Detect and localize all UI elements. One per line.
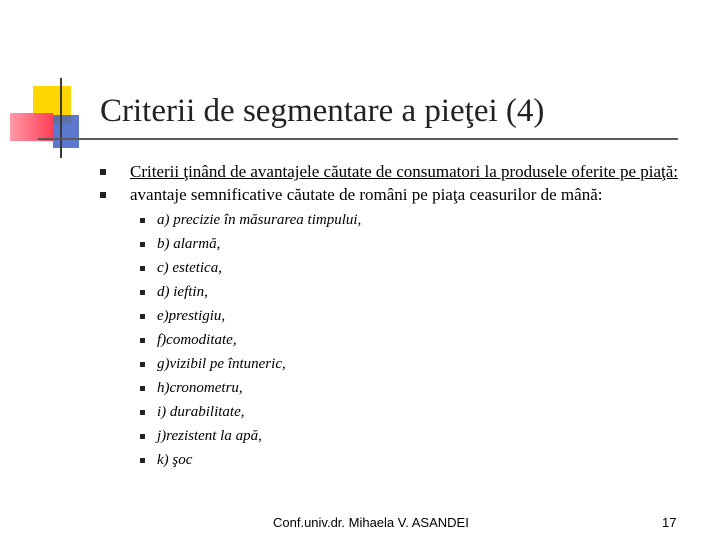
decor-vertical-line — [60, 78, 62, 158]
title-divider-line — [38, 138, 678, 140]
decor-blue-square — [53, 115, 79, 148]
list-item: j)rezistent la apă, — [100, 424, 700, 448]
square-bullet-icon — [140, 338, 145, 343]
list-item: i) durabilitate, — [100, 400, 700, 424]
list-item: f)comoditate, — [100, 328, 700, 352]
slide-content — [100, 162, 700, 472]
square-bullet-icon — [140, 290, 145, 295]
square-bullet-icon — [100, 192, 106, 198]
list-item: g)vizibil pe întuneric, — [100, 352, 700, 376]
list-item: c) estetica, — [100, 256, 700, 280]
advantages-list — [100, 208, 700, 472]
list-item: h)cronometru, — [100, 376, 700, 400]
square-bullet-icon — [140, 386, 145, 391]
square-bullet-icon — [140, 242, 145, 247]
list-item: a) precizie în măsurarea timpului, — [100, 208, 700, 232]
square-bullet-icon — [140, 458, 145, 463]
square-bullet-icon — [140, 314, 145, 319]
list-item: e)prestigiu, — [100, 304, 700, 328]
page-number: 17 — [662, 515, 677, 530]
bullet-advantages — [100, 185, 700, 204]
square-bullet-icon — [140, 218, 145, 223]
decor-red-rectangle — [10, 113, 53, 141]
square-bullet-icon — [140, 266, 145, 271]
bullet-text: Criterii ţinând de avantajele căutate de consumatori la produsele oferite pe piaţă: — [130, 162, 679, 181]
list-item: d) ieftin, — [100, 280, 700, 304]
footer-author: Conf.univ.dr. Mihaela V. ASANDEI — [273, 515, 469, 530]
bullet-criteria — [100, 162, 700, 181]
slide-title: Criterii de segmentare a pieţei (4) — [100, 93, 545, 129]
square-bullet-icon — [100, 169, 106, 175]
square-bullet-icon — [140, 434, 145, 439]
list-item: b) alarmă, — [100, 232, 700, 256]
square-bullet-icon — [140, 410, 145, 415]
bullet-text: avantaje semnificative căutate de români pe piaţa ceasurilor de mână: — [130, 185, 603, 204]
list-item: k) şoc — [100, 448, 700, 472]
square-bullet-icon — [140, 362, 145, 367]
